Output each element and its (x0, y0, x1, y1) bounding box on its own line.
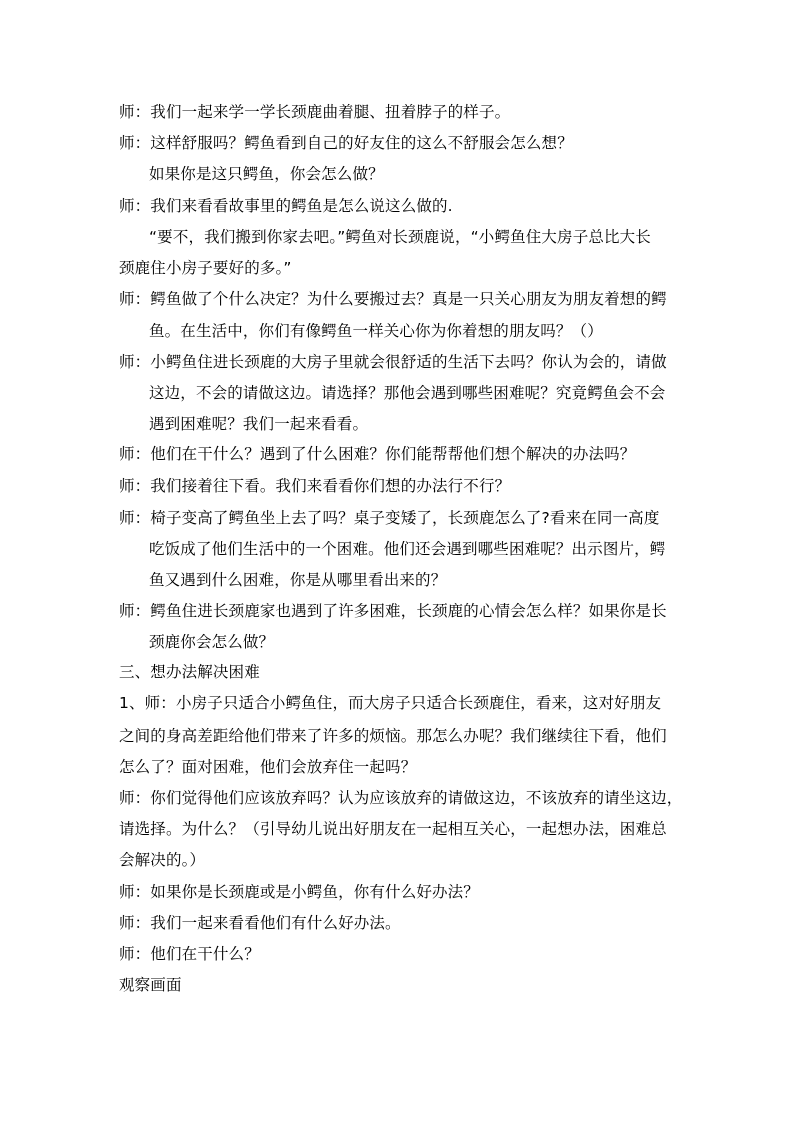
text-line: 师：如果你是长颈鹿或是小鳄鱼，你有什么好办法？ (119, 883, 479, 901)
text-line: 师：小鳄鱼住进长颈鹿的大房子里就会很舒适的生活下去吗？你认为会的，请做 (119, 353, 667, 371)
section-heading: 三、想办法解决困难 (119, 663, 260, 681)
text-line: 师：我们接着往下看。我们来看看你们想的办法行不行？ (119, 477, 511, 495)
text-line: 之间的身高差距给他们带来了许多的烦恼。那怎么办呢？我们继续往下看，他们 (119, 727, 667, 745)
text-line: 如果你是这只鳄鱼，你会怎么做？ (149, 165, 384, 183)
text-line: 师：我们来看看故事里的鳄鱼是怎么说这么做的. (119, 197, 453, 215)
text-line: 怎么了？面对困难，他们会放弃住一起吗？ (119, 758, 417, 776)
text-line: 师：他们在干什么？ (119, 945, 260, 963)
text-line: 师：我们一起来看看他们有什么好办法。 (119, 914, 401, 932)
text-line: 请选择。为什么？（引导幼儿说出好朋友在一起相互关心，一起想办法，困难总 (119, 820, 667, 838)
text-line: 颈鹿你会怎么做？ (149, 633, 275, 651)
text-line: 会解决的。） (119, 851, 206, 869)
text-line: 观察画面 (119, 976, 182, 994)
text-line: 师：鳄鱼住进长颈鹿家也遇到了许多困难，长颈鹿的心情会怎么样？如果你是长 (119, 602, 667, 620)
text-line: 师：鳄鱼做了个什么决定？为什么要搬过去？真是一只关心朋友为朋友着想的鳄 (119, 290, 667, 308)
text-line: 鱼又遇到什么困难，你是从哪里看出来的？ (149, 571, 447, 589)
text-line: 颈鹿住小房子要好的多。” (119, 259, 292, 277)
text-line: 1、师：小房子只适合小鳄鱼住，而大房子只适合长颈鹿住，看来，这对好朋友 (119, 694, 662, 712)
text-line: 鱼。在生活中，你们有像鳄鱼一样关心你为你着想的朋友吗？（） (149, 322, 603, 340)
text-line: 吃饭成了他们生活中的一个困难。他们还会遇到哪些困难呢？出示图片，鳄 (149, 540, 666, 558)
text-line: 师：椅子变高了鳄鱼坐上去了吗？桌子变矮了，长颈鹿怎么了?看来在同一高度 (119, 509, 660, 527)
text-line: 师：你们觉得他们应该放弃吗？认为应该放弃的请做这边，不该放弃的请坐这边， (119, 789, 683, 807)
text-line: 师：我们一起来学一学长颈鹿曲着腿、扭着脖子的样子。 (119, 103, 511, 121)
text-line: “要不，我们搬到你家去吧。”鳄鱼对长颈鹿说，“小鳄鱼住大房子总比大长 (149, 228, 651, 246)
text-line: 这边，不会的请做这边。请选择？那他会遇到哪些困难呢？究竟鳄鱼会不会 (149, 384, 666, 402)
text-line: 师：他们在干什么？遇到了什么困难？你们能帮帮他们想个解决的办法吗？ (119, 445, 636, 463)
text-line: 遇到困难呢？我们一起来看看。 (149, 415, 369, 433)
text-line: 师：这样舒服吗？鳄鱼看到自己的好友住的这么不舒服会怎么想？ (119, 134, 573, 152)
